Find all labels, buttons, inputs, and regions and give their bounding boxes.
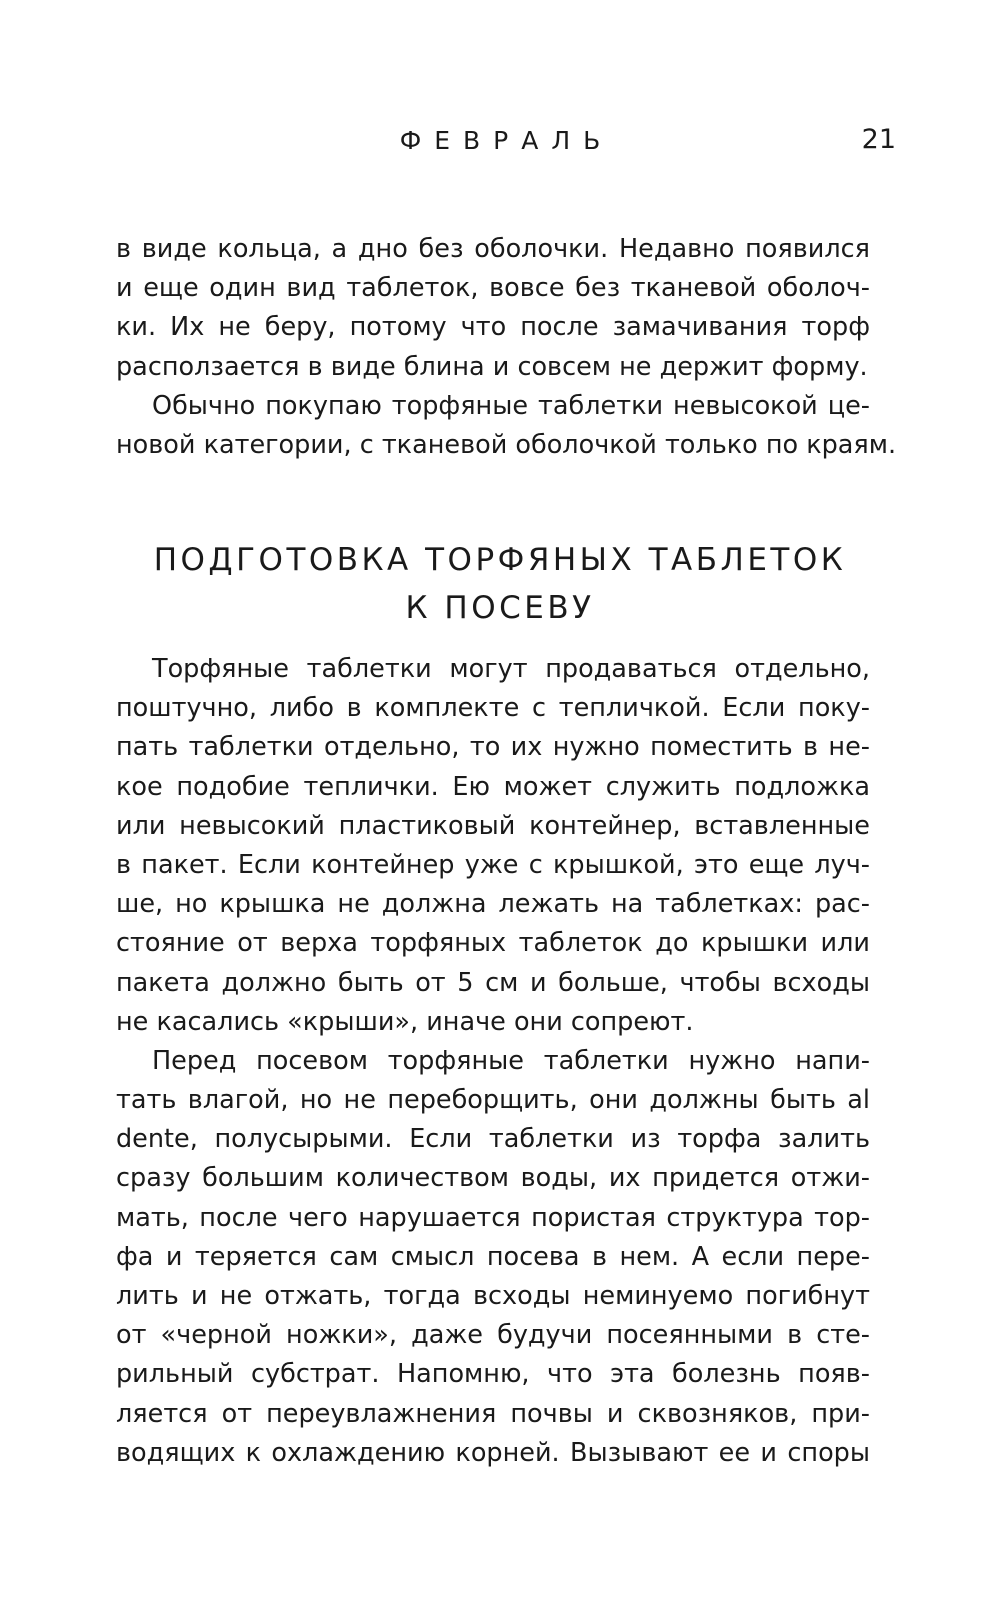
text-line: ше, но крышка не должна лежать на таблетках: рас- (116, 889, 870, 920)
text-line: кое подобие теплички. Ею может служить подложка (116, 771, 870, 802)
text-line: не касались «крыши», иначе они сопреют. (116, 1006, 694, 1037)
text-line: Обычно покупаю торфяные таблетки невысокой це- (152, 390, 870, 421)
text-line: поштучно, либо в комплекте с тепличкой. Если поку- (116, 693, 870, 724)
intro-text (116, 230, 897, 465)
text-line: ляется от переувлажнения почвы и сквозняков, при- (116, 1398, 870, 1429)
section-heading-line: К ПОСЕВУ (405, 590, 595, 626)
text-line: тать влагой, но не переборщить, они должны быть al (116, 1085, 870, 1116)
text-line: ки. Их не беру, потому что после замачивания торф (116, 312, 870, 343)
text-line: Перед посевом торфяные таблетки нужно напи- (152, 1045, 870, 1076)
text-line: водящих к охлаждению корней. Вызывают ее и споры (116, 1437, 870, 1468)
text-line: лить и не отжать, тогда всходы неминуемо погибнут (116, 1281, 870, 1311)
text-line: рильный субстрат. Напомню, что эта болезнь появ- (116, 1359, 870, 1390)
text-line: сразу большим количеством воды, их придется отжи- (116, 1163, 870, 1194)
text-line: от «черной ножки», даже будучи посеянными в сте- (116, 1320, 870, 1351)
text-line: мать, после чего нарушается пористая структура тор- (116, 1202, 870, 1233)
text-line: стояние от верха торфяных таблеток до крышки или (116, 928, 870, 959)
section-heading-line: ПОДГОТОВКА ТОРФЯНЫХ ТАБЛЕТОК (153, 542, 847, 578)
text-line: фа и теряется сам смысл посева в нем. А если пере- (116, 1241, 870, 1272)
text-line: в пакет. Если контейнер уже с крышкой, это еще луч- (116, 849, 870, 880)
page-number: 21 (861, 124, 896, 155)
running-head (0, 124, 1000, 164)
text-line: или невысокий пластиковый контейнер, вставленные (116, 810, 870, 841)
text-line: Торфяные таблетки могут продаваться отдельно, (152, 654, 870, 684)
chapter-title: ФЕВРАЛЬ (399, 126, 614, 155)
text-line: dente, полусырыми. Если таблетки из торфа залить (116, 1124, 870, 1155)
text-line: расползается в виде блина и совсем не держит форму. (116, 351, 868, 382)
section-text (116, 650, 870, 1473)
text-line: в виде кольца, а дно без оболочки. Недавно появился (116, 234, 870, 264)
text-line: и еще один вид таблеток, вовсе без тканевой оболоч- (116, 273, 870, 304)
text-line: пакета должно быть от 5 см и больше, чтобы всходы (116, 967, 870, 998)
text-line: новой категории, с тканевой оболочкой только по краям. (116, 429, 897, 460)
text-line: пать таблетки отдельно, то их нужно поместить в не- (116, 732, 870, 763)
section-heading (0, 536, 1000, 632)
